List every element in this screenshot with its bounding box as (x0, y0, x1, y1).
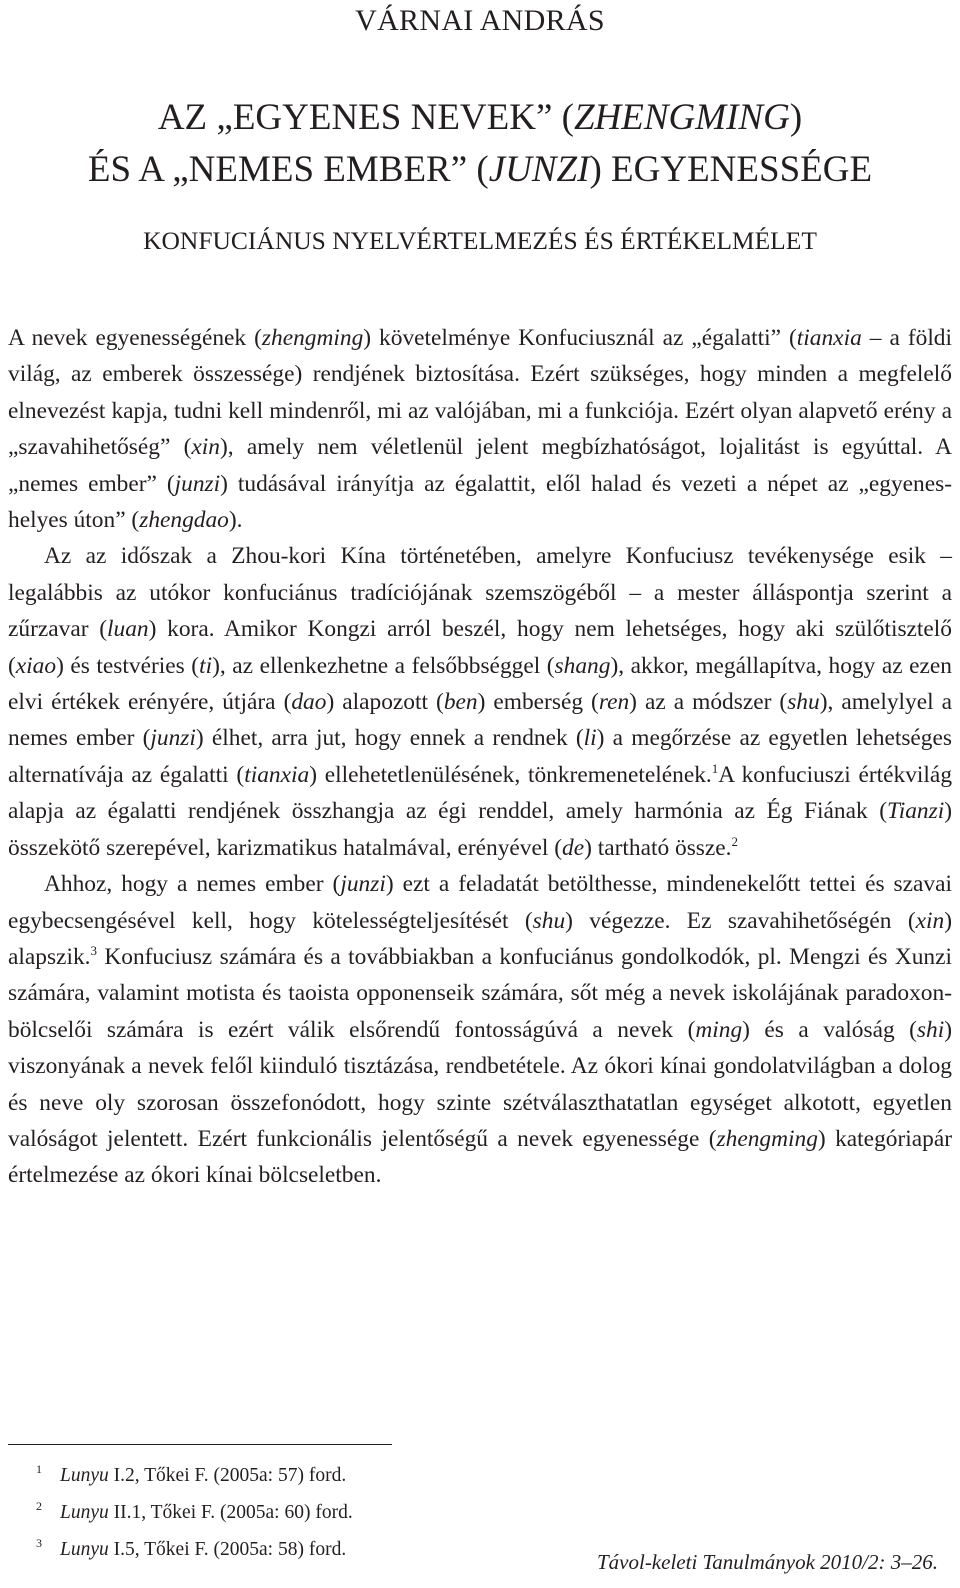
paragraph-3 (8, 866, 952, 1194)
italic-term: zhengming (716, 1125, 818, 1152)
italic-term: luan (107, 616, 149, 643)
text-run: ) összekötő szerepével, karizmatikus hatalmával, erényével ( (8, 798, 952, 861)
paragraph-2 (8, 538, 952, 866)
text-run: ) kategóriapár értelmezése az ókori kínai bölcseletben. (8, 1125, 952, 1189)
footnote-work: Lunyu (60, 1465, 109, 1486)
text-run: ) ellehetetlenülésének, tönkremenetelének. (309, 761, 712, 788)
footnote-ref: 2 (731, 833, 739, 849)
footnote-reference: I.2, Tőkei F. (2005a: 57) ford. (108, 1465, 347, 1486)
text-run: ), az ellenkezhetne a felsőbbséggel ( (212, 652, 555, 679)
text-run: ) az a módszer ( (629, 689, 788, 716)
italic-term: shu (532, 907, 566, 934)
italic-term: tianxia (244, 761, 310, 788)
text-run: Az az időszak a Zhou-kori Kína történetében, amelyre Konfuciusz tevékenysége esik – legalábbis az utókor konfuciánus tradíciójának szemszögéből – a mester álláspontja szerint a zűrzavar ( (8, 543, 952, 643)
text-run: A konfuciuszi értékvilág alapja az égalatti rendjének összhangja az égi renddel, amely harmónia az Ég Fiának ( (8, 761, 953, 825)
title-line-2-term: JUNZI (488, 149, 590, 190)
title-line-1-end: ) (789, 97, 803, 138)
italic-term: xin (191, 434, 220, 461)
article-title (0, 92, 960, 196)
italic-term: xiao (15, 652, 57, 679)
text-run: ) kora. Amikor Kongzi arról beszél, hogy nem lehetséges, hogy aki szülőtisztelő ( (8, 616, 953, 679)
title-line-1 (0, 92, 960, 144)
italic-term: shi (916, 1016, 945, 1043)
italic-term: shu (787, 689, 820, 716)
text-run: ), amely nem véletlenül jelent megbízhatóságot, lojalitást is egyúttal. A „nemes ember” ( (8, 434, 952, 497)
footnote (36, 1491, 353, 1528)
text-run: ) viszonyának a nevek felől kiinduló tisztázása, rendbetétele. Az ókori kínai gondolatvilágban a dolog és neve oly szorosan összefonódott, hogy szinte szétválaszthatatlan egységet alkotott, egyetlen valóságot jelentett. Ezért funkcionális jelentőségű a nevek egyenessége ( (8, 1016, 952, 1152)
italic-term: xin (915, 907, 945, 934)
text-run: – a földi világ, az emberek összessége) rendjének biztosítása. Ezért szükséges, hogy minden a megfelelő elnevezést kapja, tudni kell mindenről, mi az valójában, mi a funkciója. Ezért olyan alapvető erény a „szavahihetőség” ( (8, 325, 953, 461)
footnote-work: Lunyu (60, 1539, 109, 1560)
text-run: A nevek egyenességének ( (8, 325, 262, 351)
italic-term: Tianzi (886, 798, 945, 825)
text-run: ) tartható össze. (584, 834, 732, 861)
text-run: ) emberség ( (477, 689, 599, 716)
italic-term: junzi (150, 725, 196, 752)
italic-term: ren (598, 689, 630, 716)
italic-term: junzi (174, 470, 221, 497)
title-line-1-text: AZ „EGYENES NEVEK” ( (157, 97, 574, 138)
text-run: ) és a valóság ( (742, 1016, 917, 1043)
italic-term: zhengming (261, 325, 364, 351)
footnote (36, 1454, 353, 1491)
text-run: ) végezze. Ez szavahihetőségén ( (565, 907, 916, 934)
text-run: ), akkor, megállapítva, hogy az ezen elvi értékek erényére, útjára ( (8, 652, 952, 716)
footnote-number: 3 (36, 1536, 42, 1550)
footnote-ref: 1 (711, 760, 719, 776)
text-run: ) ezt a feladatát betölthesse, mindenekelőtt tettei és szavai egybecsengésével kell, hogy kötelességteljesítését ( (8, 871, 952, 934)
italic-term: junzi (340, 871, 386, 898)
text-run: Konfuciusz számára és a továbbiakban a konfuciánus gondolkodók, pl. Mengzi és Xunzi számára, valamint motista és taoista opponenseik számára, sőt még a nevek iskolájának paradoxon-bölcselői számára is ezért válik elsőrendű fontosságúvá a nevek ( (8, 943, 952, 1043)
footnote-separator (8, 1444, 392, 1445)
italic-term: shang (554, 652, 611, 679)
italic-term: zhengdao (139, 507, 229, 534)
text-run: ) élhet, arra jut, hogy ennek a rendnek ( (195, 725, 584, 752)
journal-citation: Távol-keleti Tanulmányok 2010/2: 3–26. (596, 1550, 938, 1574)
footnote-reference: II.1, Tőkei F. (2005a: 60) ford. (108, 1502, 353, 1523)
title-line-2 (0, 144, 960, 196)
text-run: ), amelylyel a nemes ember ( (8, 689, 952, 752)
footnotes (36, 1454, 353, 1565)
text-run: ) alapszik. (8, 907, 953, 970)
italic-term: ming (695, 1016, 743, 1043)
footnote-ref: 3 (90, 942, 97, 958)
footnote-number: 2 (36, 1499, 42, 1513)
footnote-reference: I.5, Tőkei F. (2005a: 58) ford. (108, 1539, 347, 1560)
text-run: ) tudásával irányítja az égalattit, elől halad és vezeti a népet az „egyenes-helyes úton” ( (8, 470, 952, 534)
text-run: ) követelménye Konfuciusznál az „égalatti” ( (363, 325, 797, 351)
italic-term: de (562, 834, 585, 861)
article-body (8, 320, 952, 1194)
text-run: ) a megőrzése az egyetlen lehetséges alternatívája az égalatti ( (8, 725, 952, 788)
italic-term: ben (443, 689, 478, 716)
italic-term: ti (199, 652, 213, 679)
text-run: ). (228, 507, 243, 534)
footnote-number: 1 (36, 1462, 42, 1476)
article-subtitle: KONFUCIÁNUS NYELVÉRTELMEZÉS ÉS ÉRTÉKELMÉLET (143, 226, 817, 255)
text-run: ) és testvéries ( (56, 652, 200, 679)
italic-term: li (583, 725, 597, 752)
title-line-2-text: ÉS A „NEMES EMBER” ( (87, 149, 489, 190)
footnote (36, 1528, 353, 1565)
footnote-work: Lunyu (60, 1502, 109, 1523)
text-run: ) alapozott ( (326, 689, 444, 716)
italic-term: dao (291, 689, 327, 716)
title-line-1-term: ZHENGMING (573, 97, 790, 138)
text-run: Ahhoz, hogy a nemes ember ( (44, 871, 341, 898)
paragraph-1 (8, 320, 952, 538)
title-line-2-end: ) EGYENESSÉGE (589, 149, 873, 190)
italic-term: tianxia (796, 325, 862, 351)
author-name: VÁRNAI ANDRÁS (355, 4, 605, 37)
